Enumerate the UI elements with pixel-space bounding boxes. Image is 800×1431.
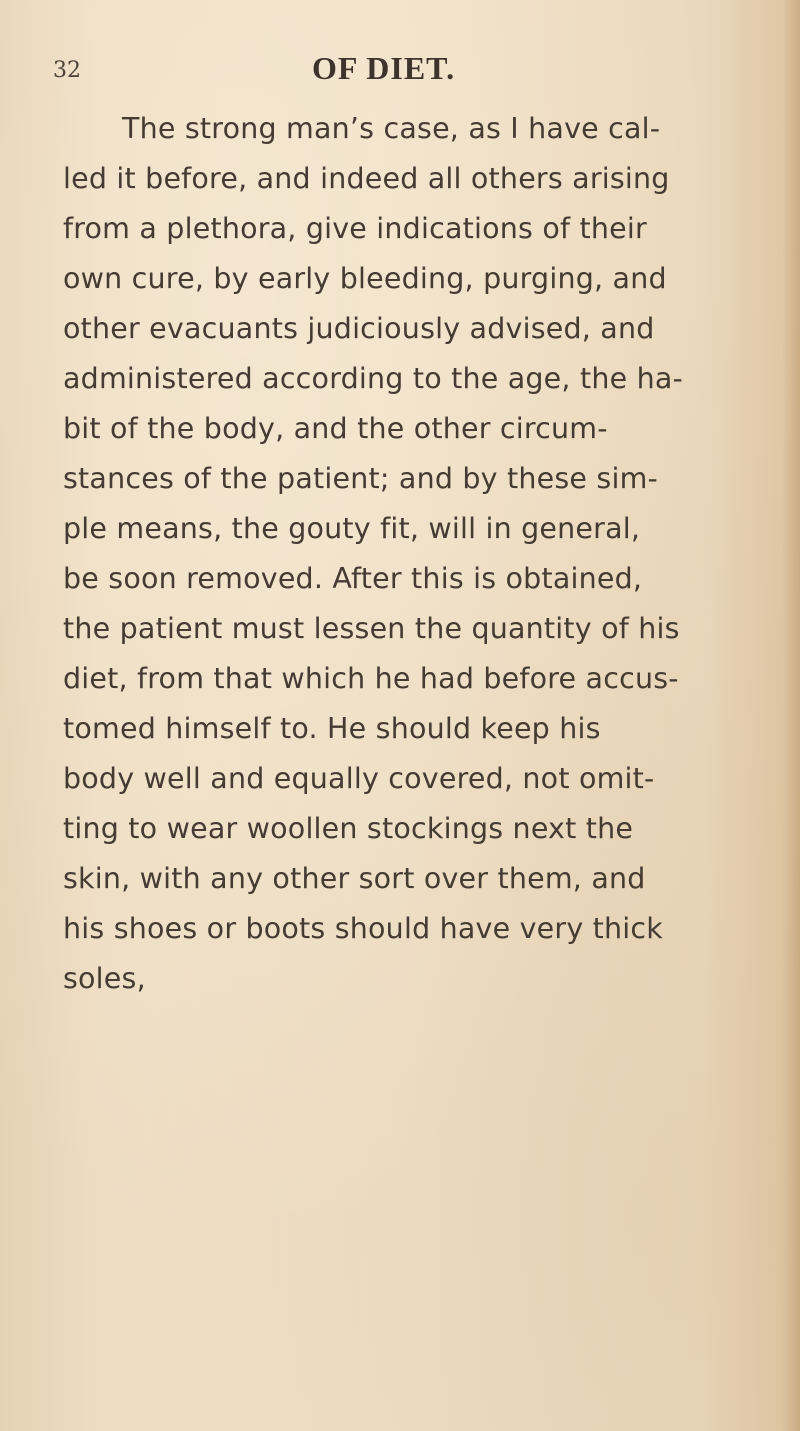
- text-line: be soon removed. After this is obtained,: [63, 562, 643, 595]
- text-line: led it before, and indeed all others arising: [63, 162, 670, 195]
- body-paragraph: [63, 104, 743, 1004]
- text-line: own cure, by early bleeding, purging, and: [63, 262, 667, 295]
- text-line: other evacuants judiciously advised, and: [63, 312, 655, 345]
- page-edge-shadow: [782, 0, 800, 1431]
- text-line: ple means, the gouty fit, will in general,: [63, 512, 641, 545]
- text-line: bit of the body, and the other circum-: [63, 412, 608, 445]
- text-line: The strong man’s case, as I have cal-: [122, 112, 661, 145]
- text-line: ting to wear woollen stockings next the: [63, 812, 634, 845]
- text-line: body well and equally covered, not omit-: [63, 762, 655, 795]
- text-line: the patient must lessen the quantity of his: [63, 612, 680, 645]
- text-line: diet, from that which he had before accus-: [63, 662, 679, 695]
- text-line: from a plethora, give indications of their: [63, 212, 647, 245]
- running-head: OF DIET.: [312, 50, 456, 86]
- text-line: his shoes or boots should have very thick: [63, 912, 663, 945]
- page-number: 32: [53, 58, 81, 83]
- text-line: skin, with any other sort over them, and: [63, 862, 646, 895]
- text-line: stances of the patient; and by these sim-: [63, 462, 659, 495]
- text-line: soles,: [63, 962, 146, 995]
- text-line: administered according to the age, the ha-: [63, 362, 683, 395]
- text-line: tomed himself to. He should keep his: [63, 712, 601, 745]
